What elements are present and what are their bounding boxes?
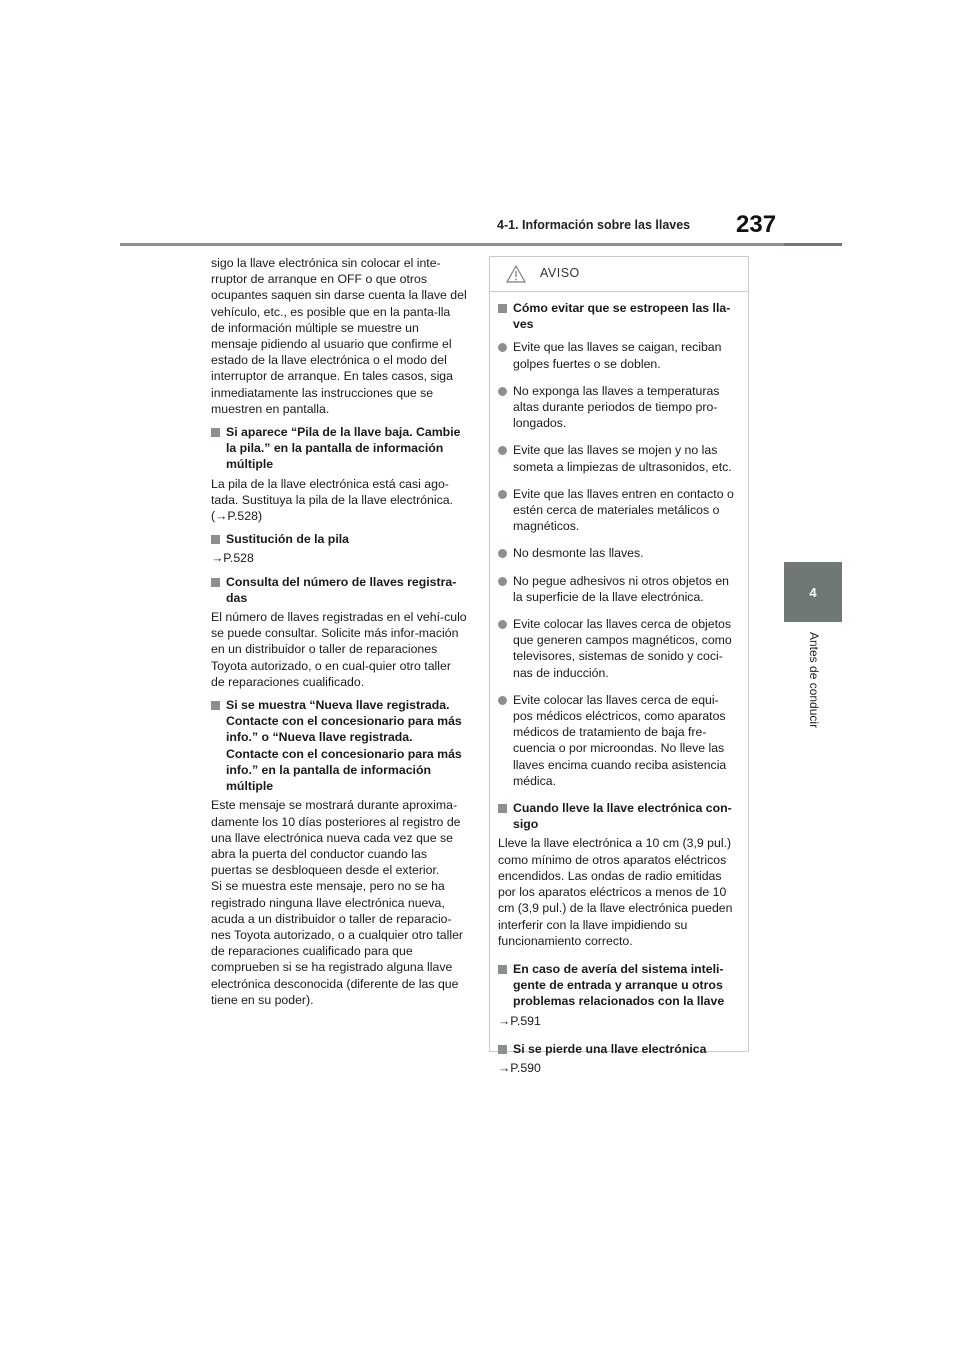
warning-section: [498, 300, 738, 332]
page-reference: →P.528: [211, 551, 254, 566]
square-bullet-icon: [498, 304, 507, 313]
warning-section-title: Cómo evitar que se estropeen las lla-ves: [513, 301, 731, 332]
section-title: Si aparece “Pila de la llave baja. Cambie la pila.” en la pantalla de información múltiple: [226, 425, 461, 472]
bullet-item: [498, 486, 738, 535]
warning-body: [490, 292, 748, 1076]
bullet-item: [498, 442, 738, 474]
bullet-text: No pegue adhesivos ni otros objetos en la superficie de la llave electrónica.: [513, 573, 730, 604]
round-bullet-icon: [498, 490, 507, 499]
bullet-item: [498, 383, 738, 432]
chapter-number-tab: 4: [784, 562, 842, 622]
round-bullet-icon: [498, 696, 507, 705]
section-title: Si se muestra “Nueva llave registrada. Contacte con el concesionario para más info.” o “Nueva llave registrada. Contacte con el concesionario para más info.” en la pantalla de información múltiple: [226, 698, 462, 794]
bullet-text: Evite que las llaves entren en contacto o estén cerca de materiales metálicos o magnéticos.: [513, 486, 734, 534]
warning-box: [489, 256, 749, 1075]
round-bullet-icon: [498, 343, 507, 352]
warning-section-body: Lleve la llave electrónica a 10 cm (3,9 pul.) como mínimo de otros aparatos eléctricos encendidos. Las ondas de radio emitidas por los aparatos eléctricos a menos de 10 cm (3,9 pul.) de la llave electrónica pueden interferir con la llave impidiendo su funcionamiento correcto.: [498, 836, 733, 948]
section-title: Consulta del número de llaves registra-das: [226, 574, 457, 605]
section-header: 4-1. Información sobre las llaves: [497, 218, 691, 232]
round-bullet-icon: [498, 577, 507, 586]
square-bullet-icon: [211, 535, 220, 544]
square-bullet-icon: [211, 578, 220, 587]
section-battery-replacement: [211, 531, 467, 566]
page-reference: →P.590: [498, 1060, 541, 1075]
square-bullet-icon: [211, 428, 220, 437]
bullet-item: [498, 545, 738, 561]
round-bullet-icon: [498, 387, 507, 396]
section-new-key-registered: [211, 697, 467, 1008]
square-bullet-icon: [498, 1045, 507, 1054]
warning-title: AVISO: [540, 266, 580, 280]
warning-section: [498, 961, 738, 1029]
warning-header: [490, 257, 748, 292]
bullet-item: [498, 339, 738, 371]
warning-section-title: Cuando lleve la llave electrónica con-sigo: [513, 801, 732, 832]
round-bullet-icon: [498, 549, 507, 558]
section-body: Este mensaje se mostrará durante aproxima-damente los 10 días posteriores al registro de una llave electrónica nueva cada vez que se abra la puerta del conductor cuando las puertas se desbloqueen desde el exterior.: [211, 798, 461, 878]
page-number: 237: [736, 211, 777, 238]
intro-paragraph: sigo la llave electrónica sin colocar el inte-rruptor de arranque en OFF o que otros ocupantes saquen sin darse cuenta la llave del vehículo, etc., es posible que en la panta-lla de información múltiple se muestre un mensaje pidiendo al usuario que confirme el estado de la llave electrónica o el modo del interruptor de arranque. En tales casos, siga inmediatamente las instrucciones que se muestren en pantalla.: [211, 256, 467, 416]
warning-section-title: En caso de avería del sistema inteli-gente de entrada y arranque u otros problemas relacionados con la llave: [513, 961, 725, 1009]
bullet-text: Evite colocar las llaves cerca de equi-pos médicos eléctricos, como aparatos médicos de tratamiento de baja fre-cuencia o por microondas. No lleve las llaves encima cuando reciba asistencia médica.: [513, 692, 727, 788]
bullet-text: No exponga las llaves a temperaturas altas durante periodos de tiempo pro-longados.: [513, 383, 720, 431]
page-reference: →P.591: [498, 1013, 541, 1028]
bullet-text: Evite que las llaves se mojen y no las someta a limpiezas de ultrasonidos, etc.: [513, 443, 732, 474]
chapter-title: Antes de conducir: [807, 632, 821, 729]
header-rule: [120, 243, 842, 246]
warning-section-title: Si se pierde una llave electrónica: [513, 1041, 707, 1056]
square-bullet-icon: [498, 965, 507, 974]
warning-section: [498, 800, 738, 949]
section-low-battery: [211, 424, 467, 524]
side-tab-rule: [784, 243, 842, 246]
warning-section: [498, 1041, 738, 1076]
bullet-text: Evite colocar las llaves cerca de objetos que generen campos magnéticos, como televisores, sistemas de sonido y coci-nas de inducción.: [513, 617, 732, 680]
section-body: La pila de la llave electrónica está casi ago-tada. Sustituya la pila de la llave electrónica. (→P.528): [211, 476, 453, 524]
bullet-item: [498, 692, 738, 789]
square-bullet-icon: [498, 804, 507, 813]
round-bullet-icon: [498, 446, 507, 455]
section-title: Sustitución de la pila: [226, 532, 349, 547]
section-body: El número de llaves registradas en el vehí-culo se puede consultar. Solicite más infor-mación en un distribuidor o taller de reparaciones Toyota autorizado, o en cual-quier otro taller de reparaciones cualificado.: [211, 610, 467, 689]
bullet-text: Evite que las llaves se caigan, reciban golpes fuertes o se doblen.: [513, 340, 722, 371]
warning-triangle-icon: [506, 265, 526, 283]
bullet-text: No desmonte las llaves.: [513, 546, 644, 561]
section-registered-keys: [211, 574, 467, 690]
left-column: [211, 255, 467, 1015]
round-bullet-icon: [498, 620, 507, 629]
chapter-label: [784, 632, 842, 752]
square-bullet-icon: [211, 701, 220, 710]
section-body: Si se muestra este mensaje, pero no se ha registrado ninguna llave electrónica nueva, acuda a un distribuidor o taller de reparacio-nes Toyota autorizado, o a cualquier otro taller de reparaciones cualificado para que comprueben si se ha registrado alguna llave electrónica desconocida (diferente de las que tiene en su poder).: [211, 879, 464, 1007]
bullet-item: [498, 573, 738, 605]
bullet-item: [498, 616, 738, 681]
